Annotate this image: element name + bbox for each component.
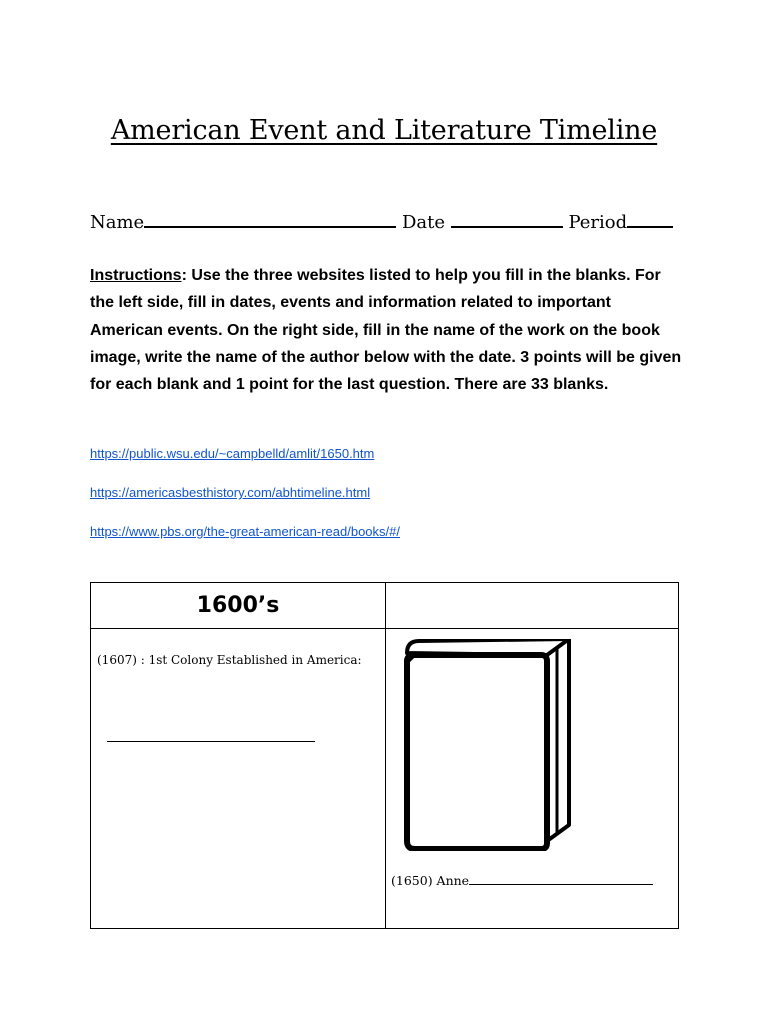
table-column-divider [385, 583, 386, 928]
date-blank[interactable] [451, 206, 563, 228]
book-icon [401, 639, 573, 851]
literature-entry-text: (1650) Anne [391, 873, 470, 888]
page-title: American Event and Literature Timeline [110, 115, 658, 146]
link-pbs-great-american-read[interactable]: https://www.pbs.org/the-great-american-read/books/#/ [90, 524, 400, 539]
literature-blank[interactable] [469, 872, 653, 885]
period-blank[interactable] [627, 206, 673, 228]
event-blank[interactable] [107, 741, 315, 742]
name-blank[interactable] [144, 206, 396, 228]
link-americas-best-history[interactable]: https://americasbesthistory.com/abhtimeline.html [90, 485, 371, 500]
instructions-text: : Use the three websites listed to help you fill in the blanks. For the left side, fill in dates, events and information related to important American events. On the right side, fill in the name of the work on the book image, write the name of the author below with the date. 3 points will be given for each blank and 1 point for the last question. There are 33 blanks. [90, 267, 682, 394]
timeline-table [90, 582, 679, 929]
student-info-line [90, 206, 690, 237]
instructions-label: Instructions [90, 267, 182, 284]
century-heading: 1600’s [196, 593, 280, 618]
literature-entry [391, 872, 653, 888]
period-label: Period [568, 212, 628, 233]
event-entry: (1607) : 1st Colony Established in America: [97, 653, 362, 667]
link-wsu-amlit[interactable]: https://public.wsu.edu/~campbelld/amlit/1650.htm [90, 446, 375, 461]
name-label: Name [90, 212, 145, 233]
table-row-divider [91, 628, 678, 629]
instructions-paragraph [90, 262, 685, 398]
date-label: Date [401, 212, 445, 233]
